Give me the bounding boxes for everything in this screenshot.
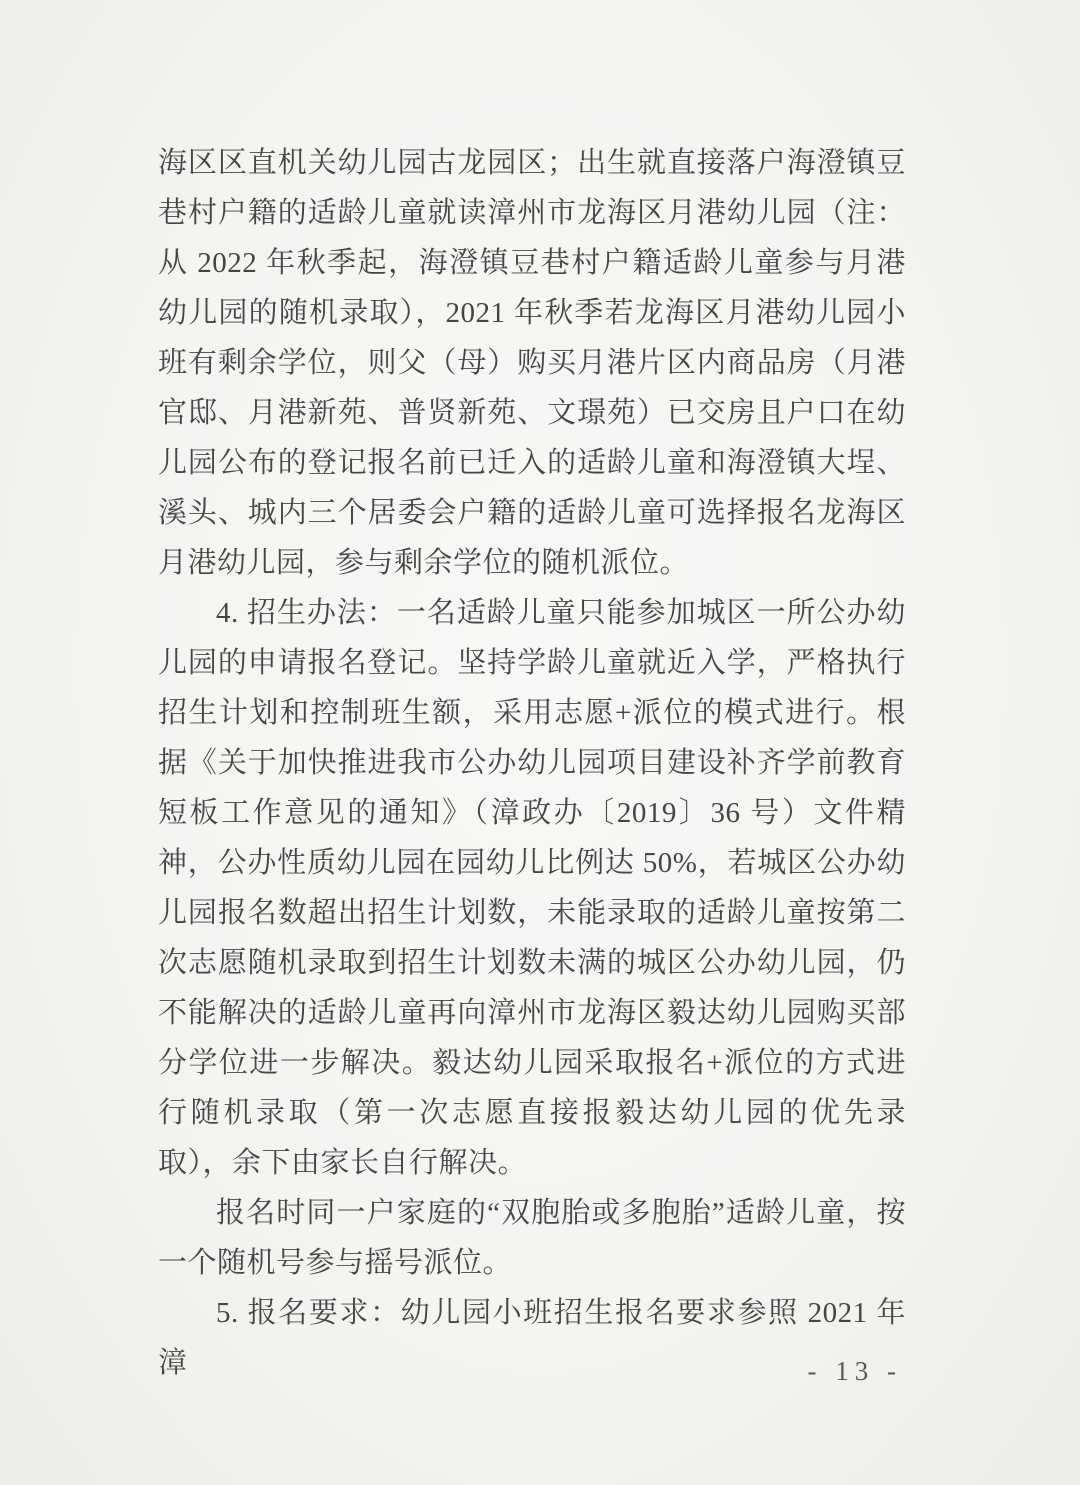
- paragraph: 5. 报名要求：幼儿园小班招生报名要求参照 2021 年漳: [158, 1297, 906, 1379]
- paragraph: 海区区直机关幼儿园古龙园区；出生就直接落户海澄镇豆巷村户籍的适龄儿童就读漳州市龙海区月港幼儿园（注：从 2022 年秋季起，海澄镇豆巷村户籍适龄儿童参与月港幼儿园的随机录取），2021 年秋季若龙海区月港幼儿园小班有剩余学位，则父（母）购买月港片区内商品房（月港官邸、月港新苑、普贤新苑、文璟苑）已交房且户口在幼儿园公布的登记报名前已迁入的适龄儿童和海澄镇大埕、溪头、城内三个居委会户籍的适龄儿童可选择报名龙海区月港幼儿园，参与剩余学位的随机派位。: [158, 147, 906, 579]
- paragraph: 4. 招生办法：一名适龄儿童只能参加城区一所公办幼儿园的申请报名登记。坚持学龄儿童就近入学，严格执行招生计划和控制班生额，采用志愿+派位的模式进行。根据《关于加快推进我市公办幼儿园项目建设补齐学前教育短板工作意见的通知》（漳政办〔2019〕36 号）文件精神，公办性质幼儿园在园幼儿比例达 50%，若城区公办幼儿园报名数超出招生计划数，未能录取的适龄儿童按第二次志愿随机录取到招生计划数未满的城区公办幼儿园，仍不能解决的适龄儿童再向漳州市龙海区毅达幼儿园购买部分学位进一步解决。毅达幼儿园采取报名+派位的方式进行随机录取（第一次志愿直接报毅达幼儿园的优先录取），余下由家长自行解决。: [158, 597, 906, 1179]
- page-number: - 13 -: [807, 1356, 902, 1386]
- paragraph: 报名时同一户家庭的“双胞胎或多胞胎”适龄儿童，按一个随机号参与摇号派位。: [158, 1197, 906, 1279]
- document-body: [158, 138, 906, 1388]
